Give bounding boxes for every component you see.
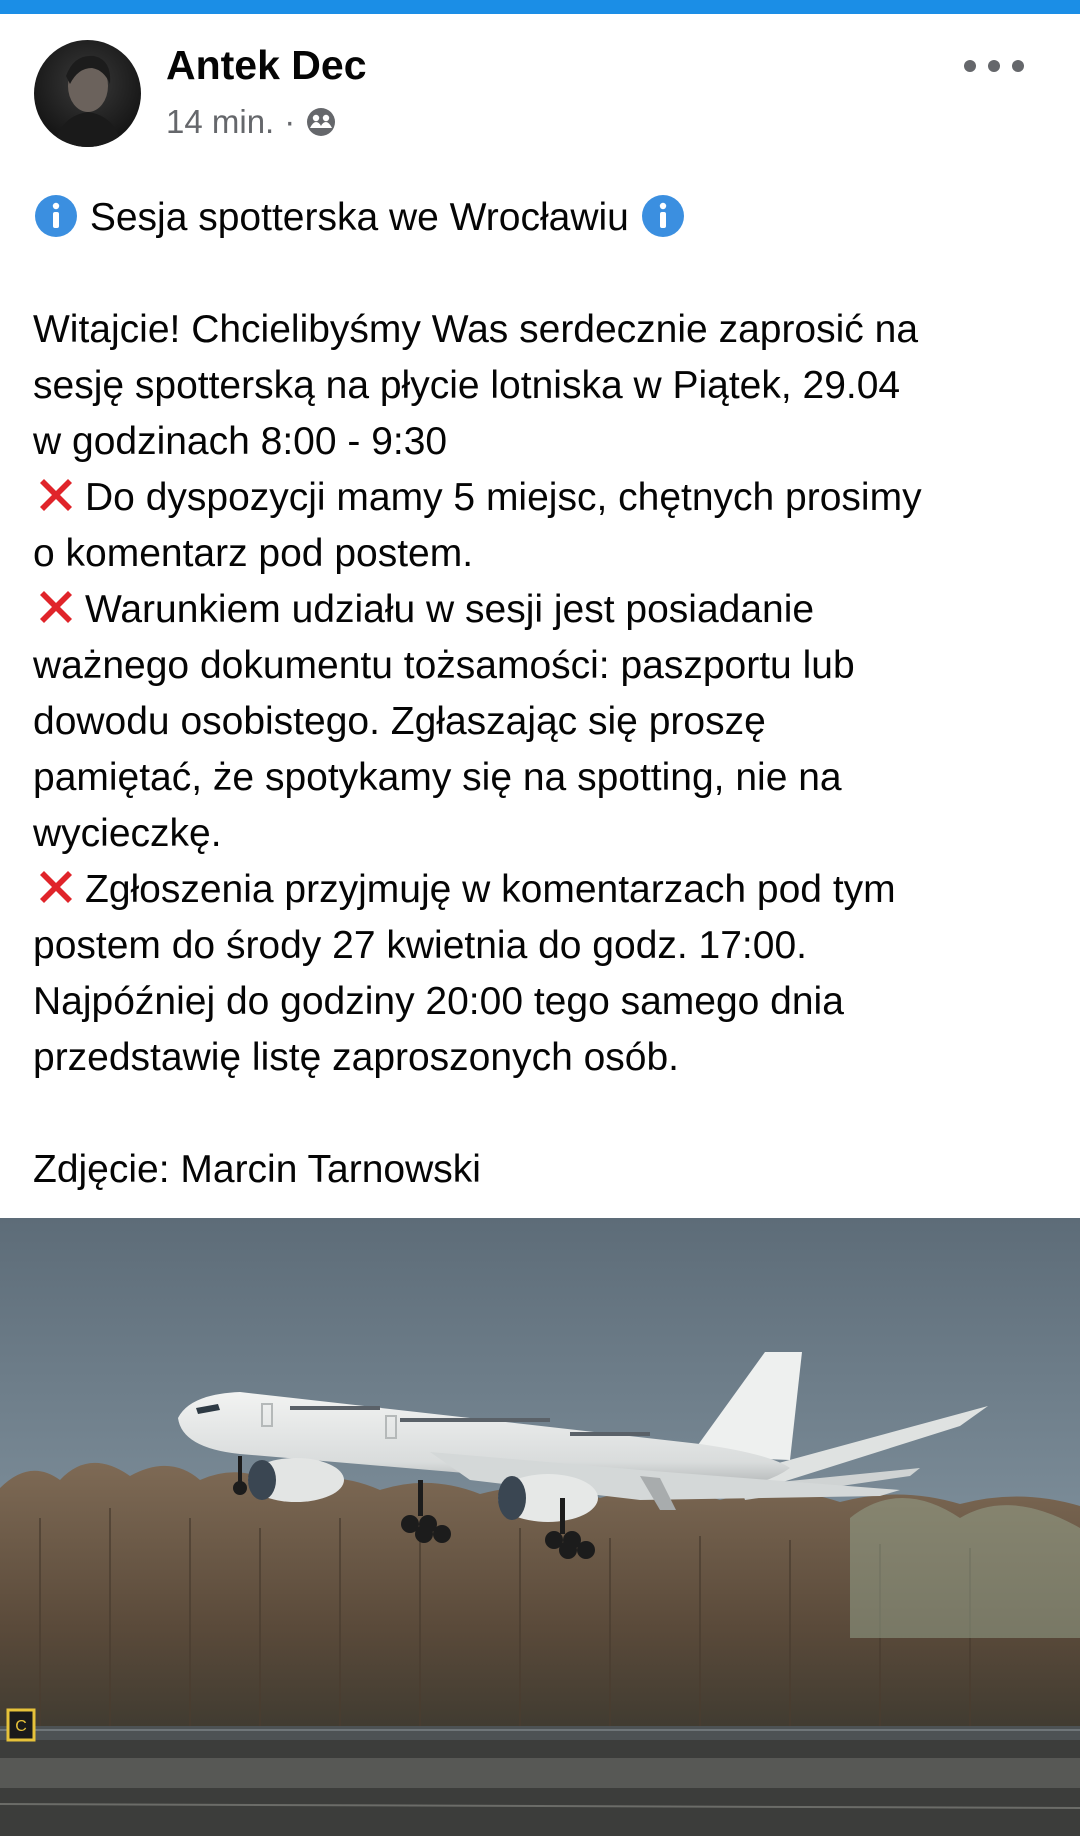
meta-separator: · xyxy=(284,103,296,140)
text-line: w godzinach 8:00 - 9:30 xyxy=(33,420,448,463)
avatar[interactable] xyxy=(34,40,141,147)
bullet-line: Zgłoszenia przyjmuję w komentarzach pod tym xyxy=(33,862,1063,918)
text-line: przedstawię listę zaproszonych osób. xyxy=(33,1036,679,1079)
post-photo[interactable] xyxy=(0,1218,1080,1836)
friends-icon[interactable] xyxy=(305,106,337,138)
runway-sign-label: C xyxy=(15,1718,27,1735)
text-line: postem do środy 27 kwietnia do godz. 17:00. xyxy=(33,924,807,967)
text-line: sesję spotterską na płycie lotniska w Piątek, 29.04 xyxy=(33,364,901,407)
post-time[interactable]: 14 min. xyxy=(166,103,275,140)
airplane-photo xyxy=(0,1218,1080,1836)
post-header xyxy=(0,14,1080,154)
text-line: dowodu osobistego. Zgłaszając się proszę xyxy=(33,700,766,743)
cross-mark-emoji-icon xyxy=(33,584,79,630)
post-meta xyxy=(166,100,337,144)
info-emoji-icon xyxy=(640,193,686,239)
post-body xyxy=(33,190,1063,1198)
post-title-line xyxy=(33,190,1063,246)
bullet-line: Warunkiem udziału w sesji jest posiadanie xyxy=(33,582,1063,638)
cross-mark-emoji-icon xyxy=(33,472,79,518)
more-horizontal-icon xyxy=(964,60,976,72)
cross-mark-emoji-icon xyxy=(33,864,79,910)
bullet-line: Do dyspozycji mamy 5 miejsc, chętnych prosimy xyxy=(33,470,1063,526)
text-line: Najpóźniej do godziny 20:00 tego samego dnia xyxy=(33,980,844,1023)
info-emoji-icon xyxy=(33,193,79,239)
text-line: o komentarz pod postem. xyxy=(33,532,474,575)
author-name[interactable]: Antek Dec xyxy=(166,42,367,88)
more-options-button[interactable] xyxy=(964,46,1024,86)
avatar-image xyxy=(34,40,141,147)
photo-credit: Zdjęcie: Marcin Tarnowski xyxy=(33,1148,481,1191)
text-line: wycieczkę. xyxy=(33,812,222,855)
text-line: ważnego dokumentu tożsamości: paszportu lub xyxy=(33,644,855,687)
post-title: Sesja spotterska we Wrocławiu xyxy=(89,196,629,239)
text-line: pamiętać, że spotykamy się na spotting, nie na xyxy=(33,756,842,799)
top-accent-bar xyxy=(0,0,1080,14)
text-line: Witajcie! Chcielibyśmy Was serdecznie zaprosić na xyxy=(33,308,919,351)
